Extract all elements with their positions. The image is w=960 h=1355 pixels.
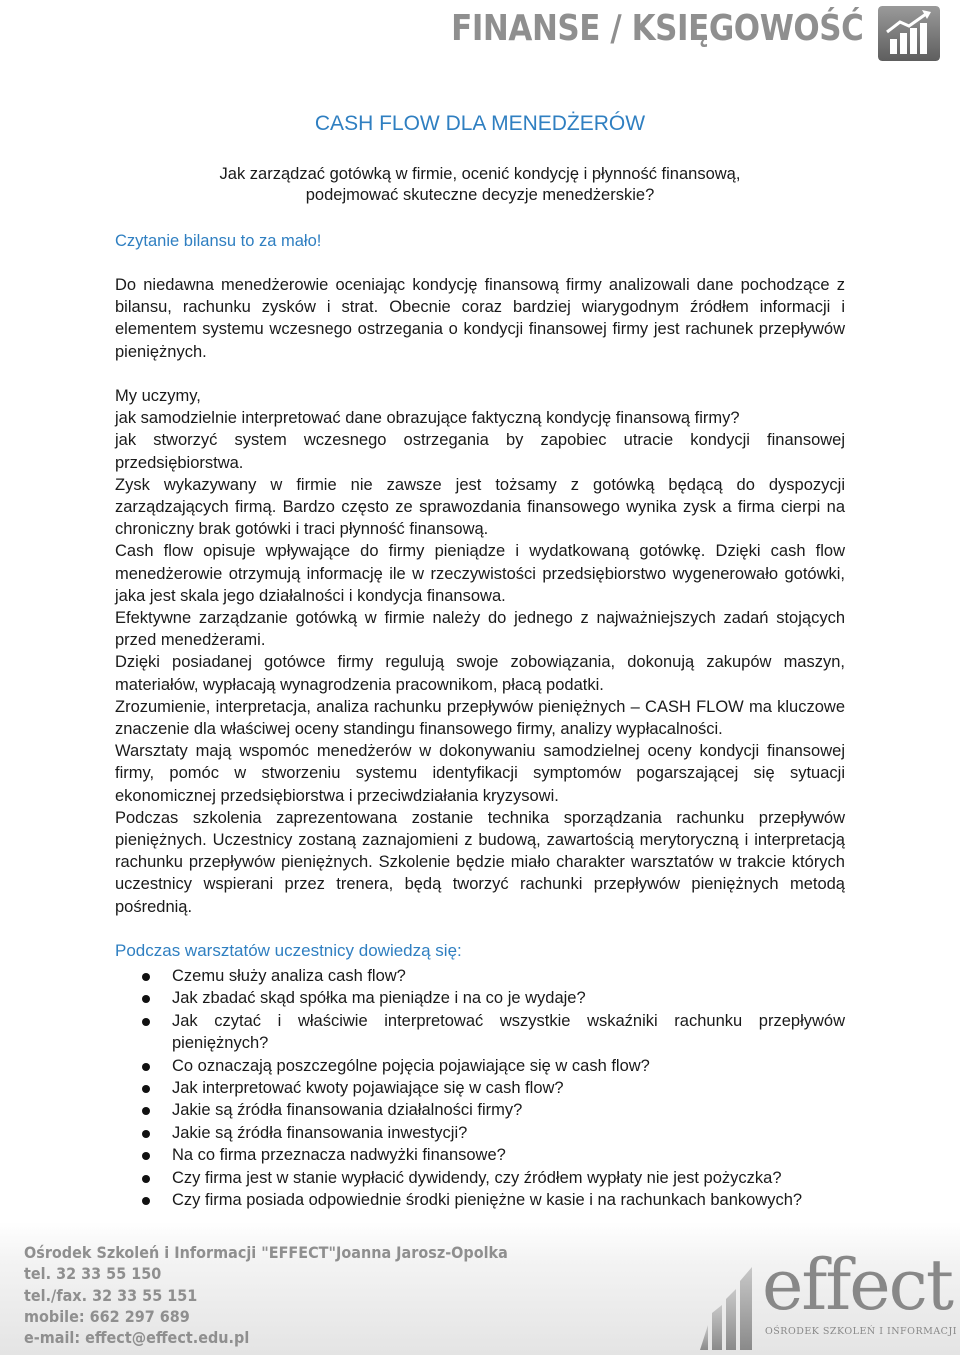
list-item <box>115 965 845 987</box>
text-line: Zrozumienie, interpretacja, analiza rachunku przepływów pieniężnych – CASH FLOW ma kluczowe znaczenie dla właściwej oceny standingu finansowego firmy, analizy wypłacalności. <box>115 697 845 739</box>
intro-line-2: podejmować skuteczne decyzje menedżerskie? <box>305 186 655 204</box>
footer-tel: tel. 32 33 55 150 <box>24 1264 162 1284</box>
bullet-icon <box>142 1018 150 1026</box>
intro-line-1: Jak zarządzać gotówką w firmie, ocenić kondycję i płynność finansową, <box>219 165 741 183</box>
footer-telfax: tel./fax. 32 33 55 151 <box>24 1285 198 1305</box>
list-item <box>115 1189 845 1211</box>
list-item-text: Jak zbadać skąd spółka ma pieniądze i na co je wydaje? <box>172 989 586 1008</box>
bullet-icon <box>142 1130 150 1138</box>
list-item-text: Jakie są źródła finansowania działalności firmy? <box>172 1101 523 1120</box>
text-line: jak stworzyć system wczesnego ostrzegania by zapobiec utracie kondycji finansowej przedsiębiorstwa. <box>115 431 845 472</box>
footer-email[interactable]: e-mail: effect@effect.edu.pl <box>24 1328 250 1348</box>
footer-contact <box>24 1242 508 1348</box>
section-heading: Podczas warsztatów uczestnicy dowiedzą się: <box>115 941 462 960</box>
list-item-text: Na co firma przeznacza nadwyżki finansowe? <box>172 1146 506 1165</box>
text-line: jak samodzielnie interpretować dane obrazujące faktyczną kondycję finansową firmy? <box>115 409 740 428</box>
text-line: Efektywne zarządzanie gotówką w firmie należy do jednego z najważniejszych zadań stojących przed menedżerami. <box>115 609 845 650</box>
list-item-text: Czemu służy analiza cash flow? <box>172 967 406 985</box>
text-line: Podczas szkolenia zaprezentowana zostanie technika sporządzania rachunku przepływów pieniężnych. Uczestnicy zostaną zaznajomieni z budową, zawartością merytoryczną i interpretacją rachunku przepływów pieniężnych. Szkolenie będzie miało charakter warsztatów w trakcie których uczestnicy wspierani przez trenera, będą tworzyć rachunki przepływów pieniężnych metodą pośrednią. <box>115 808 845 916</box>
list-item <box>115 1055 845 1077</box>
document-title: CASH FLOW DLA MENEDŻERÓW <box>314 112 646 135</box>
list-item-text: Czy firma posiada odpowiednie środki pieniężne w kasie i na rachunkach bankowych? <box>172 1191 803 1210</box>
bullet-icon <box>142 1175 150 1183</box>
list-item-text: Co oznaczają poszczególne pojęcia pojawiające się w cash flow? <box>172 1056 650 1075</box>
logo-wordmark: effect <box>762 1244 953 1326</box>
list-item <box>115 987 845 1009</box>
bullet-icon <box>142 1107 150 1115</box>
text-line: Dzięki posiadanej gotówce firmy regulują swoje zobowiązania, dokonują zakupów maszyn, materiałów, wypłacają wynagrodzenia pracownikom, płacą podatki. <box>115 653 845 694</box>
bullet-icon <box>142 1063 150 1071</box>
list-item <box>115 1144 845 1166</box>
finance-chart-icon <box>878 6 940 61</box>
list-item-text: Jak interpretować kwoty pojawiające się w cash flow? <box>172 1079 564 1098</box>
bullet-icon <box>142 1152 150 1160</box>
text-line: My uczymy, <box>115 387 201 405</box>
paragraph-intro: Do niedawna menedżerowie oceniając kondycję finansową firmy analizowali dane pochodzące z bilansu, rachunku zysków i strat. Obecnie coraz bardziej wiarygodnym źródłem informacji i elementem systemu wczesnego ostrzegania o kondycji finansowej firmy jest rachunek przepływów pieniężnych. <box>115 276 845 361</box>
bullet-icon <box>142 995 150 1003</box>
list-item <box>115 1010 845 1055</box>
list-item-text: Jak czytać i właściwie interpretować wszystkie wskaźniki rachunku przepływów pieniężnych? <box>172 1011 845 1053</box>
footer-org: Ośrodek Szkoleń i Informacji "EFFECT"Joanna Jarosz-Opolka <box>24 1243 508 1262</box>
list-item <box>115 1167 845 1189</box>
learning-points-list <box>115 965 845 1211</box>
list-item <box>115 1122 845 1144</box>
paragraph-main <box>115 385 845 918</box>
list-item-text: Jakie są źródła finansowania inwestycji? <box>172 1123 468 1142</box>
list-item <box>115 1099 845 1121</box>
bullet-icon <box>142 1197 150 1205</box>
text-line: Cash flow opisuje wpływające do firmy pieniądze i wydatkowaną gotówkę. Dzięki cash flow menedżerowie otrzymują informację ile w rzeczywistości przedsiębiorstwo wygenerowało gotówki, jaka jest skala jego działalności i kondycja finansowa. <box>115 542 845 605</box>
text-line: Warsztaty mają wspomóc menedżerów w dokonywaniu samodzielnej oceny kondycji finansowej firmy, pomóc w stworzeniu systemu identyfikacji symptomów pogarszającej się sytuacji ekonomicznej przedsiębiorstwa i przeciwdziałania kryzysowi. <box>115 742 845 805</box>
logo-subtitle: OŚRODEK SZKOLEŃ I INFORMACJI <box>765 1326 958 1337</box>
bullet-icon <box>142 973 150 981</box>
bullet-icon <box>142 1085 150 1093</box>
header-title: FINANSE / KSIĘGOWOŚĆ <box>450 8 863 49</box>
side-label: Czytanie bilansu to za mało! <box>115 232 322 250</box>
list-item <box>115 1077 845 1099</box>
text-line: Zysk wykazywany w firmie nie zawsze jest tożsamy z gotówką będącą do dyspozycji zarządzających firmą. Bardzo często ze sprawozdania finansowego wynika zysk a firma cierpi na chroniczny brak gotówki i traci płynność finansową. <box>115 475 845 539</box>
list-item-text: Czy firma jest w stanie wypłacić dywidendy, czy źródłem wypłaty nie jest pożyczka? <box>172 1168 782 1187</box>
footer-mobile: mobile: 662 297 689 <box>24 1306 190 1326</box>
